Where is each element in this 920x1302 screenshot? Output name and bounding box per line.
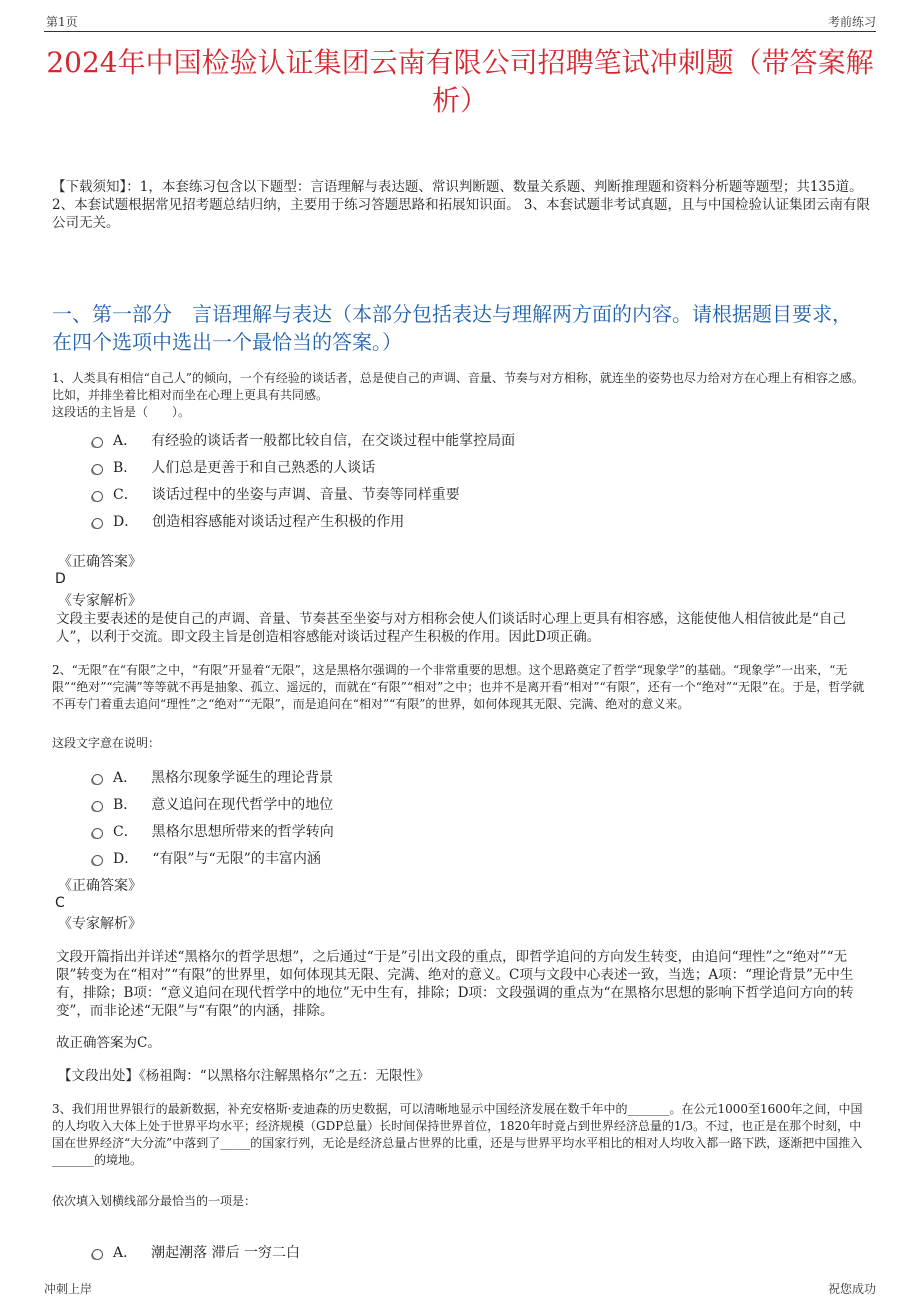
- question-1-answer-label: 《正确答案》: [58, 554, 142, 570]
- footer-right-text: 祝您成功: [827, 1282, 876, 1296]
- question-2-answer: C: [55, 895, 65, 911]
- question-3-text-block: [52, 1101, 870, 1169]
- question-2-option-c[interactable]: C． 黑格尔思想所带来的哲学转向: [92, 817, 872, 844]
- question-3-prompt: 依次填入划横线部分最恰当的一项是：: [52, 1194, 257, 1208]
- question-3-options: [92, 1238, 872, 1265]
- section-heading: 一、第一部分 言语理解与表达（本部分包括表达与理解两方面的内容。请根据题目要求，在四个选项中选出一个最恰当的答案。）: [52, 302, 852, 354]
- question-2-source: 【文段出处】《杨祖陶：“以黑格尔注解黑格尔”之五：无限性》: [58, 1068, 430, 1084]
- question-2-option-a[interactable]: A． 黑格尔现象学诞生的理论背景: [92, 763, 872, 790]
- question-2-options: [92, 763, 872, 871]
- question-3-option-a[interactable]: A． 潮起潮落 滞后 一穷二白: [92, 1238, 872, 1265]
- question-1-option-b[interactable]: B． 人们总是更善于和自己熟悉的人谈话: [92, 453, 872, 480]
- radio-icon[interactable]: [92, 464, 103, 475]
- question-1-analysis-label: 《专家解析》: [58, 593, 142, 609]
- question-3-text: 3、我们用世界银行的最新数据，补充安格斯·麦迪森的历史数据，可以清晰地显示中国经济发展在数千年中的_______。在公元1000至1600年之间，中国的人均收入大体上处于世界平均水平；经济规模（GDP总量）长时间保持世界首位，1820年时竟占到世界经济总量的1/3。不过，也正是在那个时刻，中国在世界经济“大分流”中落到了_____的国家行列，无论是经济总量占世界的比重，还是与世界平均水平相比的相对人均收入都一路下跌，逐渐把中国推入_______的境地。: [52, 1102, 863, 1167]
- radio-icon[interactable]: [92, 828, 103, 839]
- radio-icon[interactable]: [92, 801, 103, 812]
- page-footer: [44, 1280, 876, 1302]
- download-notice: 【下载须知】：1，本套练习包含以下题型：言语理解与表达题、常识判断题、数量关系题、判断推理题和资料分析题等题型；共135道。 2、本套试题根据常见招考题总结归纳，主要用于练习答题思路和拓展知识面。 3、本套试题非考试真题，且与中国检验认证集团云南有限公司无关。: [52, 179, 870, 231]
- question-2-text-block: [52, 662, 870, 713]
- footer-left-text: 冲刺上岸: [44, 1282, 93, 1296]
- question-2-conclusion: 故正确答案为C。: [56, 1035, 161, 1051]
- question-2-analysis-label: 《专家解析》: [58, 916, 142, 932]
- radio-icon[interactable]: [92, 518, 103, 529]
- question-1-options: [92, 426, 872, 534]
- question-2-prompt: 这段文字意在说明：: [52, 736, 161, 750]
- question-2-analysis: 文段开篇指出并详述“黑格尔的哲学思想”，之后通过“于是”引出文段的重点，即哲学追问的方向发生转变，由追问“理性”之“绝对”“无限”转变为在“相对”“有限”的世界里，如何体现其无限、完满、绝对的意义。C项与文段中心表述一致，当选；A项：“理论背景”无中生有，排除；B项：“意义追问在现代哲学中的地位”无中生有，排除；D项：文段强调的重点为“在黑格尔思想的影响下哲学追问方向的转变”，而非论述“无限”与“有限”的内涵，排除。: [56, 949, 854, 1019]
- question-2-option-d[interactable]: D． “有限”与“无限”的丰富内涵: [92, 844, 872, 871]
- radio-icon[interactable]: [92, 491, 103, 502]
- radio-icon[interactable]: [92, 855, 103, 866]
- question-1-prompt: 这段话的主旨是（ ）。: [52, 405, 191, 419]
- header-category: 考前练习: [827, 15, 876, 29]
- question-1-text: 1、人类具有相信“自己人”的倾向，一个有经验的谈话者，总是使自己的声调、音量、节奏与对方相称，就连坐的姿势也尽力给对方在心理上有相容之感。比如，并排坐着比相对而坐在心理上更具有共同感。: [52, 371, 864, 402]
- question-2-answer-label: 《正确答案》: [58, 878, 142, 894]
- question-1-text-block: [52, 370, 870, 421]
- page-number: 第1页: [46, 15, 78, 29]
- question-2-option-b[interactable]: B． 意义追问在现代哲学中的地位: [92, 790, 872, 817]
- question-2-text: 2、“无限”在“有限”之中，“有限”开显着“无限”，这是黑格尔强调的一个非常重要的思想。这个思路奠定了哲学“现象学”的基础。“现象学”一出来，“无限”“绝对”“完满”等等就不再是抽象、孤立、遥远的，而就在“有限”“相对”之中；也并不是离开看“相对”“有限”，还有一个“绝对”“无限”在。于是，哲学就不再专门着重去追问“理性”之“绝对”“无限”，而是追问在“相对”“有限”的世界，如何体现其无限、完满、绝对的意义来。: [52, 663, 865, 711]
- question-1-answer: D: [55, 571, 66, 587]
- question-1-analysis: 文段主要表述的是使自己的声调、音量、节奏甚至坐姿与对方相称会使人们谈话时心理上更具有相容感，这能使他人相信彼此是“自己人”，以利于交流。即文段主旨是创造相容感能对谈话过程产生积极的作用。因此D项正确。: [56, 611, 846, 645]
- question-1-option-a[interactable]: A． 有经验的谈话者一般都比较自信，在交谈过程中能掌控局面: [92, 426, 872, 453]
- document-title: 2024年中国检验认证集团云南有限公司招聘笔试冲刺题（带答案解析）: [46, 46, 874, 117]
- radio-icon[interactable]: [92, 437, 103, 448]
- radio-icon[interactable]: [92, 1249, 103, 1260]
- question-1-option-c[interactable]: C． 谈话过程中的坐姿与声调、音量、节奏等同样重要: [92, 480, 872, 507]
- page-header: [44, 0, 876, 32]
- radio-icon[interactable]: [92, 774, 103, 785]
- question-1-option-d[interactable]: D． 创造相容感能对谈话过程产生积极的作用: [92, 507, 872, 534]
